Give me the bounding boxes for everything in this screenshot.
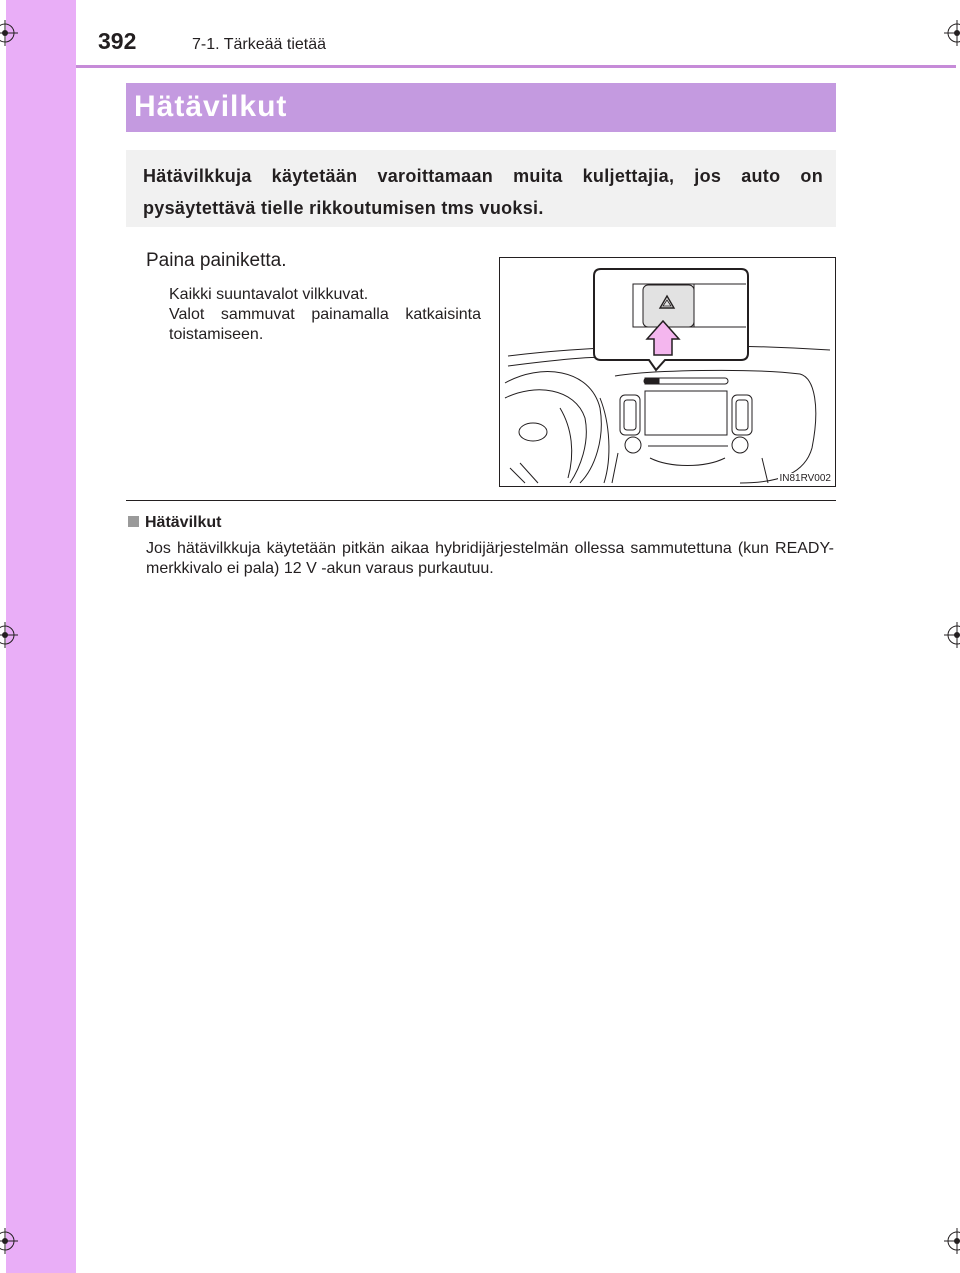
registration-mark-icon <box>944 20 960 46</box>
page-title: Hätävilkut <box>134 90 288 123</box>
header-rule <box>76 65 956 68</box>
dashboard-drawing <box>500 258 835 486</box>
dashboard-illustration <box>499 257 836 487</box>
step-heading: Paina painiketta. <box>146 250 287 271</box>
title-bar <box>126 83 836 132</box>
registration-mark-icon <box>0 20 18 46</box>
section-title: 7-1. Tärkeää tietää <box>192 36 327 53</box>
info-heading <box>128 514 221 532</box>
section-divider <box>126 500 836 501</box>
registration-mark-icon <box>944 622 960 648</box>
step-notes <box>169 285 481 345</box>
info-text: Jos hätävilkkuja käytetään pitkän aikaa hybridijärjestelmän ollessa sammutettuna (kun READY-merkkivalo ei pala) 12 V -akun varaus purkautuu. <box>146 540 834 577</box>
page-number: 392 <box>98 28 137 54</box>
info-heading-text: Hätävilkut <box>145 514 222 531</box>
intro-text: Hätävilkkuja käytetään varoittamaan muita kuljettajia, jos auto on pysäytettävä tielle rikkoutumisen tms vuoksi. <box>143 166 823 218</box>
registration-mark-icon <box>944 1228 960 1254</box>
step-note-2: Valot sammuvat painamalla katkaisinta toistamiseen. <box>169 306 481 343</box>
registration-mark-icon <box>0 622 18 648</box>
registration-mark-icon <box>0 1228 18 1254</box>
intro-box <box>126 150 836 227</box>
step-note-1: Kaikki suuntavalot vilkkuvat. <box>169 286 369 303</box>
figure-code: IN81RV002 <box>779 473 831 484</box>
square-bullet-icon <box>128 516 139 527</box>
